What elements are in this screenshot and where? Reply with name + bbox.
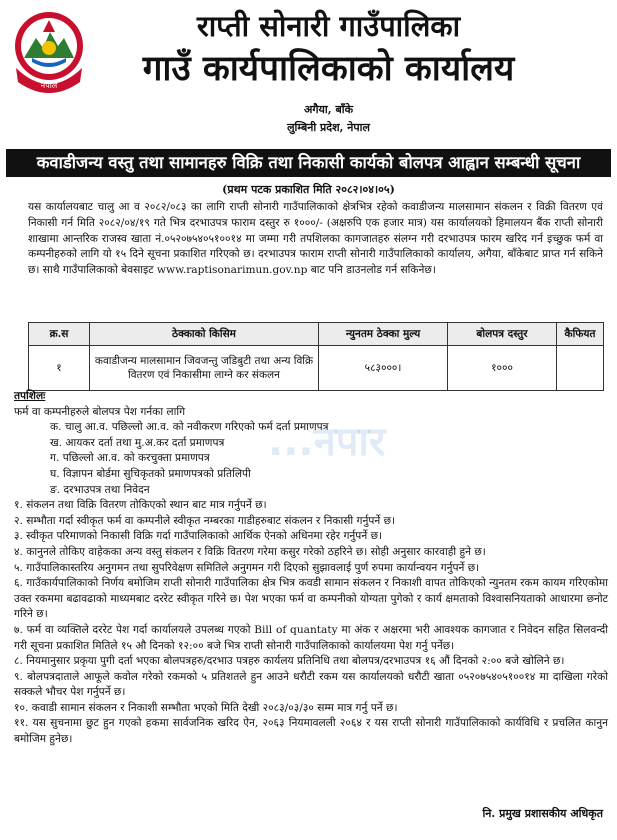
list-item: ५. गाउँपालिकास्तरिय अनुगमन तथा सुपरिवेक्षण समितिले अनुगमन गरी दिएको सुझावलाई पुर्ण रुपमा कार्यान्वयन गर्नुपर्ने छ। xyxy=(14,561,480,574)
table-header-row xyxy=(29,323,604,346)
watermark: ...नपार xyxy=(268,419,386,465)
conditions-list xyxy=(14,498,608,748)
col-type: ठेक्काको किसिम xyxy=(90,323,319,346)
list-item: ९. बोलपत्रदाताले आफूले कवोल गरेको रकमको ५ प्रतिशतले हुन आउने धरौटी रकम यस कार्यालयको धरौटी खाता ०५२०७५४०५१००१४ मा दाखिला गरेको सक्कले भौचर पेश गर्नुपर्ने छ। xyxy=(14,670,608,699)
table-row xyxy=(29,346,604,391)
col-fee: बोलपत्र दस्तुर xyxy=(448,323,557,346)
contract-table xyxy=(28,322,604,391)
municipality-title: राप्ती सोनारी गाउँपालिका xyxy=(196,9,461,43)
required-docs-list xyxy=(14,420,608,498)
col-min-price: न्युनतम ठेक्का मुल्य xyxy=(319,323,448,346)
col-remarks: कैफियत xyxy=(557,323,604,346)
list-item: ७. फर्म वा व्यक्तिले दररेट पेश गर्दा कार्यालयले उपलब्ध गएको Bill of quantaty मा अंक र अक्षरमा भरी आवश्यक कागजात र निवेदन सहित सिलवन्दी गरी सूचना प्रकाशित मितिले १५ औ दिनको १२:०० बजे भित्र राप्ती सोनारी गाउँपालिकाको कार्यालयमा पेश गर्नु पर्नेछ। xyxy=(14,623,608,652)
notice-title-banner: कवाडीजन्य वस्तु तथा सामानहरु विक्रि तथा निकासी कार्यको बोलपत्र आह्वान सम्बन्धी सूचना xyxy=(6,149,611,177)
letterhead xyxy=(0,0,617,148)
docs-intro: फर्म वा कम्पनीहरुले बोलपत्र पेश गर्नका लागि xyxy=(14,405,186,418)
list-item: ग. पछिल्लो आ.व. को करचुक्ता प्रमाणपत्र xyxy=(50,452,210,465)
cell-type: कवाडीजन्य मालसामान जिवजन्तु जडिबुटी तथा अन्य विक्रि वितरण एवं निकासीमा लाग्ने कर संकलन xyxy=(90,346,319,391)
signature-line: नि. प्रमुख प्रशासकीय अधिकृत xyxy=(482,807,603,820)
address-line-2: लुम्बिनी प्रदेश, नेपाल xyxy=(287,121,370,134)
col-sn: क्र.स xyxy=(29,323,90,346)
cell-remarks xyxy=(557,346,604,391)
publish-date: (प्रथम पटक प्रकाशित मिति २०८२।०४।०५) xyxy=(222,183,395,196)
cell-sn: १ xyxy=(29,346,90,391)
list-item: ६. गाउँकार्यपालिकाको निर्णय बमोजिम राप्ती सोनारी गाउँपालिका क्षेत्र भित्र कवडी सामान संकलन र निकाशी वापत तोकिएको न्युनतम रकम कायम गरिएकोमा उक्त रकममा बढावढाको माध्यमबाट दररेट स्वीकृत गरिने छ। पेश भएका फर्म वा कम्पनीको योग्यता पुगेको र कार्य क्षमताको विश्वासनियताको आधारमा छनोट गरिने छ। xyxy=(14,577,608,621)
list-item: क. चालु आ.व. पछिल्लो आ.व. को नवीकरण गरिएको फर्म दर्ता प्रमाणपत्र xyxy=(50,421,329,434)
list-item: १०. कवाडी सामान संकलन र निकाशी सम्भौता भएको मिति देखी २०८३/०३/३० सम्म मात्र गर्नु पर्ने छ। xyxy=(14,701,398,714)
cell-fee: १००० xyxy=(448,346,557,391)
list-item: ११. यस सुचनामा छुट हुन गएको हकमा सार्वजनिक खरिद ऐन, २०६३ नियमावलली २०६४ र यस राप्ती सोनारी गाउँपालिकाको कार्यविधि र प्रचलित कानुन बमोजिम हुनेछ। xyxy=(14,717,608,746)
list-item: १. संकलन तथा विक्रि वितरण तोकिएको स्थान बाट मात्र गर्नुपर्ने छ। xyxy=(14,499,267,512)
cell-min-price: ५८३०००। xyxy=(319,346,448,391)
list-item: ख. आयकर दर्ता तथा मु.अ.कर दर्ता प्रमाणपत्र xyxy=(50,436,225,449)
list-item: ङ. दरभाउपत्र तथा निवेदन xyxy=(50,483,150,496)
office-title: गाउँ कार्यपालिकाको कार्यालय xyxy=(142,48,515,89)
details-label: तपशिलः xyxy=(14,390,46,402)
list-item: ३. स्वीकृत परिमाणको निकासी विक्रि गर्दा गाउँपालिकाको आर्थिक ऐनको अधिनमा रहेर गर्नुपर्ने छ। xyxy=(14,530,383,543)
list-item: घ. विज्ञापन बोर्डमा सुचिकृतको प्रमाणपत्रको प्रतिलिपी xyxy=(50,467,251,480)
list-item: ८. नियमानुसार प्रकृया पुगी दर्ता भएका बोलपत्रहरु/दरभाउ पत्रहरु कार्यलय प्रतिनिधि तथा बोलपत्र/दरभाउपत्र १६ औं दिनको २:०० बजे खोलिने छ। xyxy=(14,655,565,668)
list-item: २. सम्भौता गर्दा स्वीकृत फर्म वा कम्पनीले स्वीकृत नम्बरका गाडीहरुबाट संकलन र निकासी गर्नुपर्ने छ। xyxy=(14,514,396,527)
emblem-text: नेपाल xyxy=(40,81,58,90)
list-item: ४. कानुनले तोकिए वाहेकका अन्य वस्तु संकलन र विक्रि वितरण गरेमा कसुर गरेको ठहरिने छ। सोही अनुसार कारवाही हुने छ। xyxy=(14,545,486,558)
details-section xyxy=(14,389,608,748)
address-line-1: अगैया, बाँके xyxy=(303,103,354,116)
intro-paragraph: यस कार्यालयबाट चालु आ व २०८२/०८३ का लागि राप्ती सोनारी गाउँपालिकाको क्षेत्रभित्र रहेको कवाडीजन्य मालसामान संकलन र विक्री वितरण एवं निकासी गर्न मिति २०८२/०४/१९ गते भित्र दरभाउपत्र फाराम दस्तुर रु १०००/- (अक्षरुपि एक हजार मात्र) यस कार्यालयको हिमालयन बैंक राप्ती सोनारी शाखामा आन्तरिक राजस्व खाता नं.०५२०७५४०५१००१४ मा जम्मा गरी तपशिलका कागजातहरु संलग्न गरी दरभाउपत्र फारम खरिद गर्न इच्छुक फर्म वा कम्पनीहरुको लागि यो १५ दिने सूचना प्रकाशित गरिएको छ। दरभाउपत्र फाराम राप्ती सोनारी गाउँपालिकाको कार्यालय, अगैया, बाँकेबाट प्राप्त गर्न सकिने छ। साथै गाउँपालिकाको बेवसाइट www.raptisonarimun.gov.np बाट पनि डाउनलोड गर्न सकिनेछ। xyxy=(28,201,603,277)
